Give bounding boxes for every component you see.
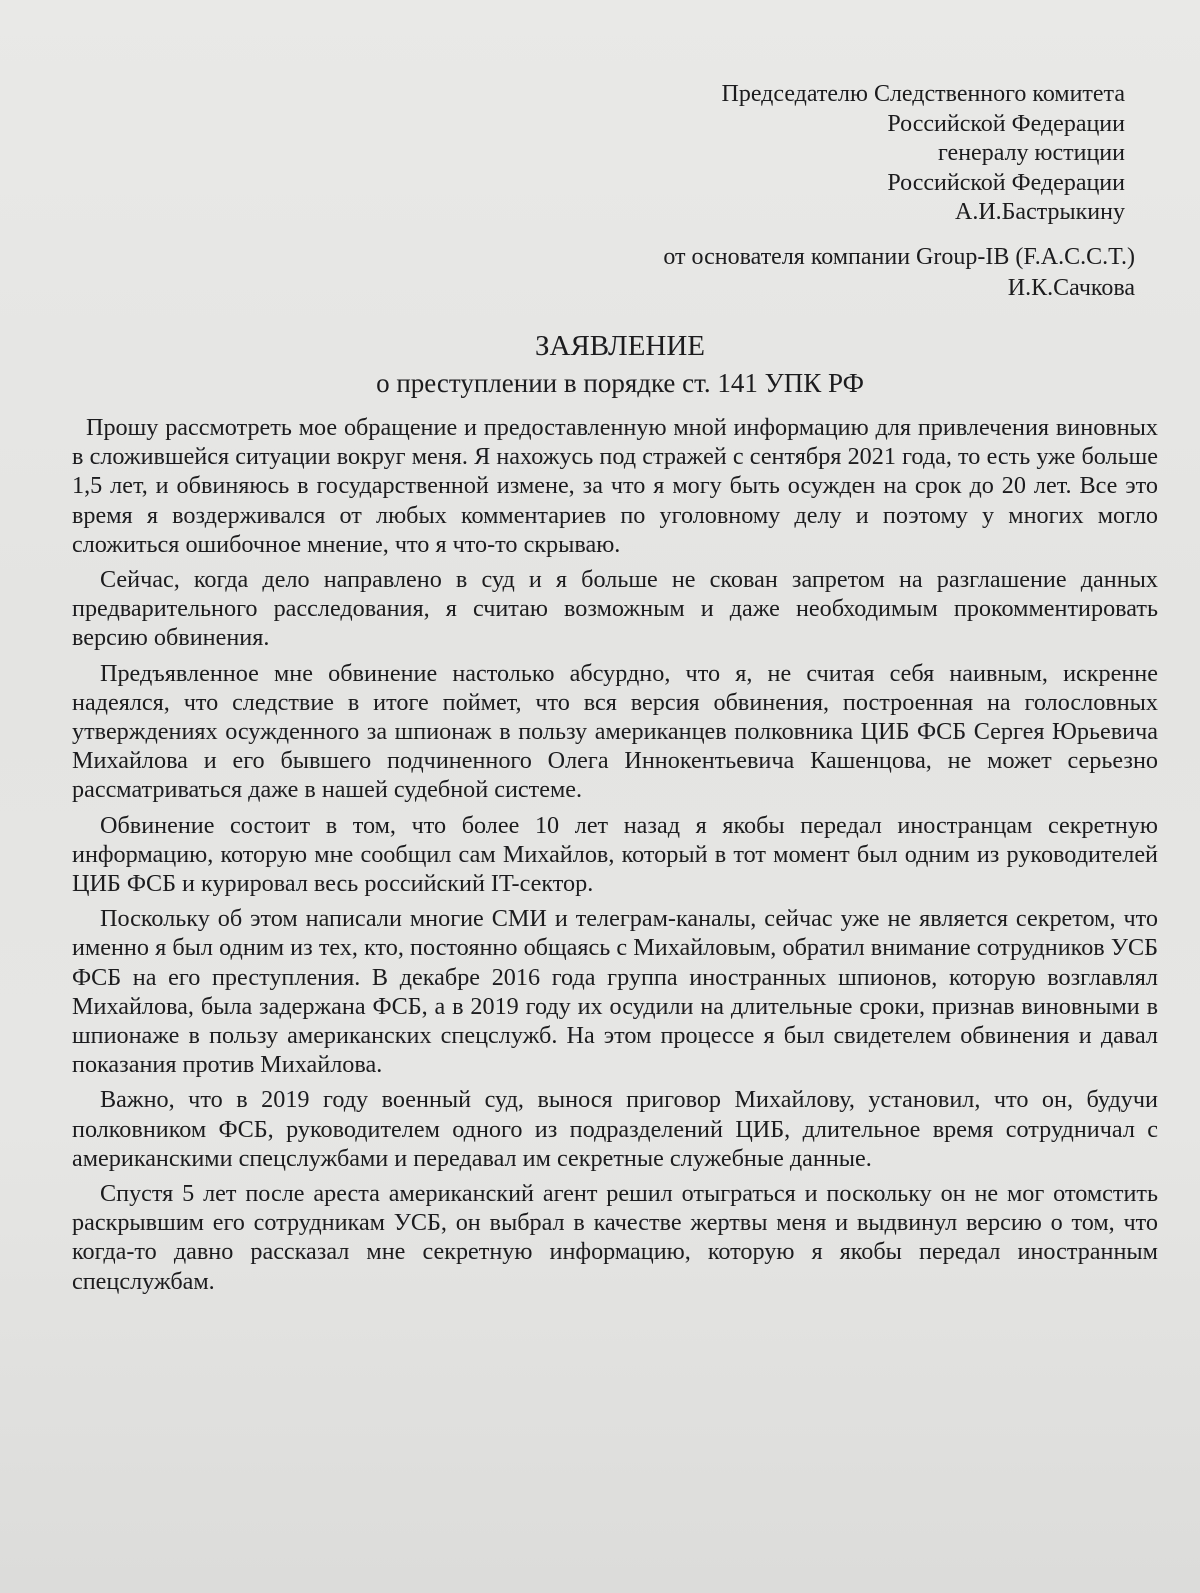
addressee-line: Российской Федерации [887,169,1125,196]
body-paragraph: Сейчас, когда дело направлено в суд и я больше не скован запретом на разглашение данных предварительного расследования, я считаю возможным и даже необходимым прокомментировать версию обвинения. [72,566,1158,652]
document-body [72,413,1158,1302]
body-paragraph: Прошу рассмотреть мое обращение и предоставленную мной информацию для привлечения виновных в сложившейся ситуации вокруг меня. Я нахожусь под стражей с сентября 2021 года, то есть уже больше 1,5 лет, и обвиняюсь в государственной измене, за что я могу быть осужден на срок до 20 лет. Все это время я воздерживался от любых комментариев по уголовному делу и поэтому у многих могло сложиться ошибочное мнение, что я что-то скрываю. [72,414,1158,558]
addressee-line: Российской Федерации [887,110,1125,137]
addressee-line: генералу юстиции [938,140,1125,166]
sender-block [663,242,1135,304]
body-paragraph: Обвинение состоит в том, что более 10 лет назад я якобы передал иностранцам секретную информацию, которую мне сообщил сам Михайлов, который в тот момент был одним из руководителей ЦИБ ФСБ и курировал весь российский IT-сектор. [72,811,1158,898]
addressee-block [722,80,1126,228]
body-paragraph: Важно, что в 2019 году военный суд, вынося приговор Михайлову, установил, что он, будучи полковником ФСБ, руководителем одного из подразделений ЦИБ, длительное время сотрудничал с американскими спецслужбами и передавал им секретные служебные данные. [72,1086,1158,1172]
body-paragraph: Предъявленное мне обвинение настолько абсурдно, что я, не считая себя наивным, искренне надеялся, что следствие в итоге поймет, что вся версия обвинения, построенная на голословных утверждениях осужденного за шпионаж в пользу американцев полковника ЦИБ ФСБ Сергея Юрьевича Михайлова и его бывшего подчиненного Олега Иннокентьевича Кашенцова, не может серьезно рассматриваться даже в нашей судебной системе. [72,659,1158,804]
body-paragraph: Поскольку об этом написали многие СМИ и телеграм-каналы, сейчас уже не является секретом, что именно я был одним из тех, кто, постоянно общаясь с Михайловым, обратил внимание сотрудников УСБ ФСБ на его преступления. В декабре 2016 года группа иностранных шпионов, которую возглавлял Михайлова, была задержана ФСБ, а в 2019 году их осудили на длительные сроки, признав виновными в шпионаже в пользу американских спецслужб. На этом процессе я был свидетелем обвинения и давал показания против Михайлова. [72,905,1158,1079]
document-title: ЗАЯВЛЕНИЕ [534,330,706,362]
addressee-name: А.И.Бастрыкину [954,199,1125,225]
sender-line: от основателя компании Group-IB (F.A.C.C.T.) [663,244,1135,270]
sender-name: И.К.Сачкова [1007,275,1135,301]
body-paragraph: Спустя 5 лет после ареста американский агент решил отыграться и поскольку он не мог отомстить раскрывшим его сотрудникам УСБ, он выбрал в качестве жертвы меня и выдвинул версию о том, что когда-то давно рассказал мне секретную информацию, которую я якобы передал иностранным спецслужбам. [72,1180,1158,1295]
addressee-line: Председателю Следственного комитета [721,81,1125,107]
document-subtitle: о преступлении в порядке ст. 141 УПК РФ [376,368,864,398]
